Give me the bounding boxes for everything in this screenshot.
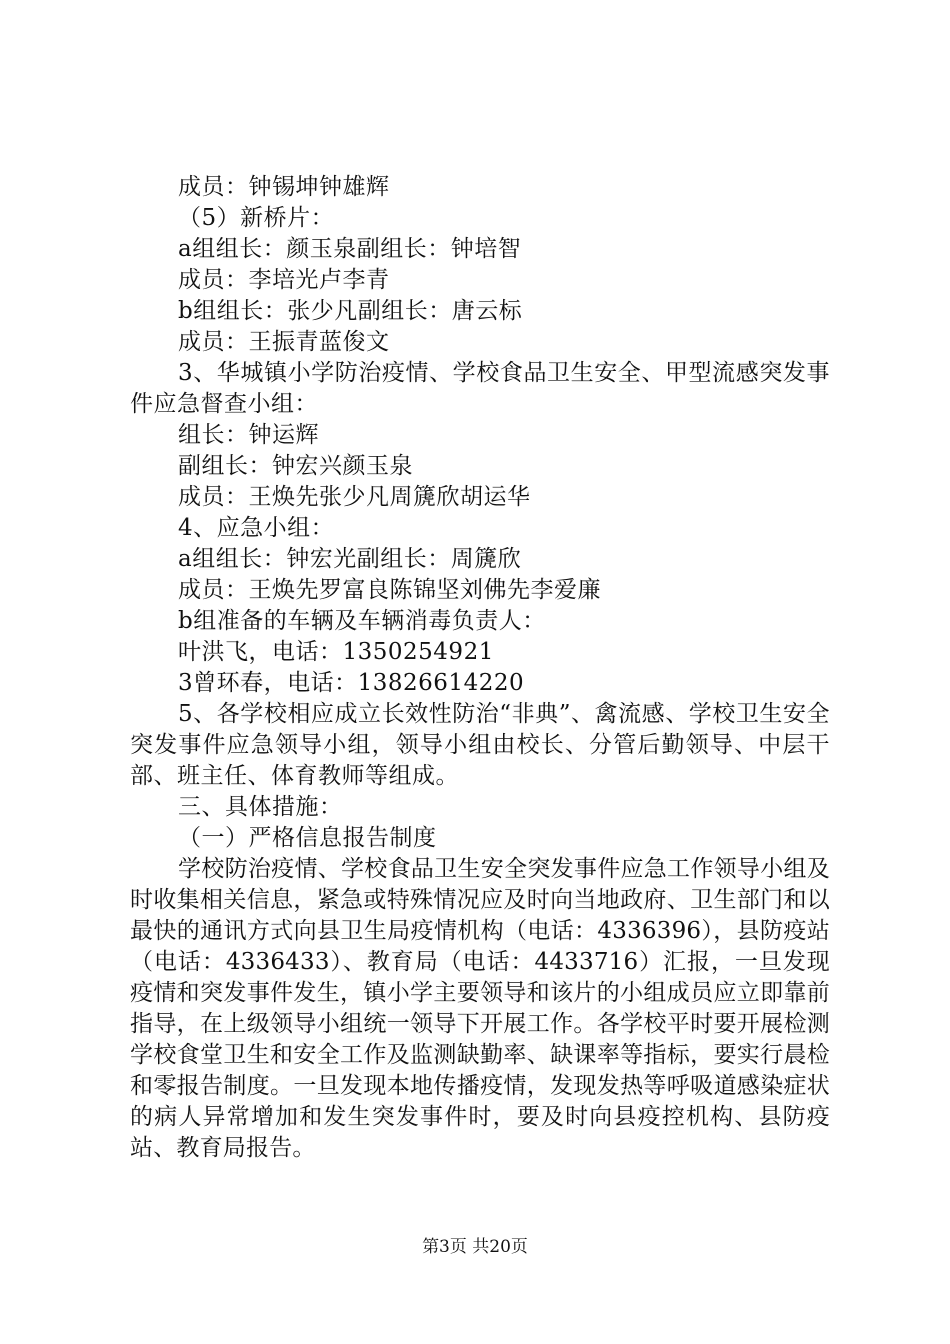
document-body: [130, 172, 830, 1164]
text-line: 4、应急小组：: [178, 515, 335, 541]
text-line: 成员：王焕先罗富良陈锦坚刘佛先李爱廉: [178, 577, 601, 603]
text-line: （5）新桥片：: [178, 205, 335, 231]
text-line: 副组长：钟宏兴颜玉泉: [178, 453, 413, 479]
text-line: 成员：钟锡坤钟雄辉: [178, 174, 390, 200]
text-line: a组组长：颜玉泉副组长：钟培智: [178, 236, 522, 262]
text-line: 3曾环春，电话：13826614220: [178, 670, 525, 696]
section-heading: 三、具体措施：: [178, 794, 343, 820]
text-line: 成员：王焕先张少凡周篪欣胡运华: [178, 484, 531, 510]
body-paragraph: 学校防治疫情、学校食品卫生安全突发事件应急工作领导小组及时收集相关信息，紧急或特殊情况应及时向当地政府、卫生部门和以最快的通讯方式向县卫生局疫情机构（电话：4336396），县防疫站（电话：4336433）、教育局（电话：4433716）汇报，一旦发现疫情和突发事件发生，镇小学主要领导和该片的小组成员应立即靠前指导，在上级领导小组统一领导下开展工作。各学校平时要开展检测学校食堂卫生和安全工作及监测缺勤率、缺课率等指标，要实行晨检和零报告制度。一旦发现本地传播疫情，发现发热等呼吸道感染症状的病人异常增加和发生突发事件时，要及时向县疫控机构、县防疫站、教育局报告。: [130, 856, 830, 1161]
text-line: a组组长：钟宏光副组长：周篪欣: [178, 546, 522, 572]
text-line: 叶洪飞，电话：1350254921: [178, 639, 494, 665]
subsection-heading: （一）严格信息报告制度: [178, 825, 437, 851]
text-line: 成员：王振青蓝俊文: [178, 329, 390, 355]
text-line: b组组长：张少凡副组长：唐云标: [178, 298, 523, 324]
paragraph-item-5: 5、各学校相应成立长效性防治“非典”、禽流感、学校卫生安全突发事件应急领导小组，领导小组由校长、分管后勤领导、中层干部、班主任、体育教师等组成。: [130, 701, 830, 789]
page-number-footer: 第3页 共20页: [422, 1237, 528, 1257]
text-line: b组准备的车辆及车辆消毒负责人：: [178, 608, 546, 634]
text-line: 组长：钟运辉: [178, 422, 319, 448]
text-line: 成员：李培光卢李青: [178, 267, 390, 293]
paragraph-item-3: 3、华城镇小学防治疫情、学校食品卫生安全、甲型流感突发事件应急督查小组：: [130, 360, 830, 417]
